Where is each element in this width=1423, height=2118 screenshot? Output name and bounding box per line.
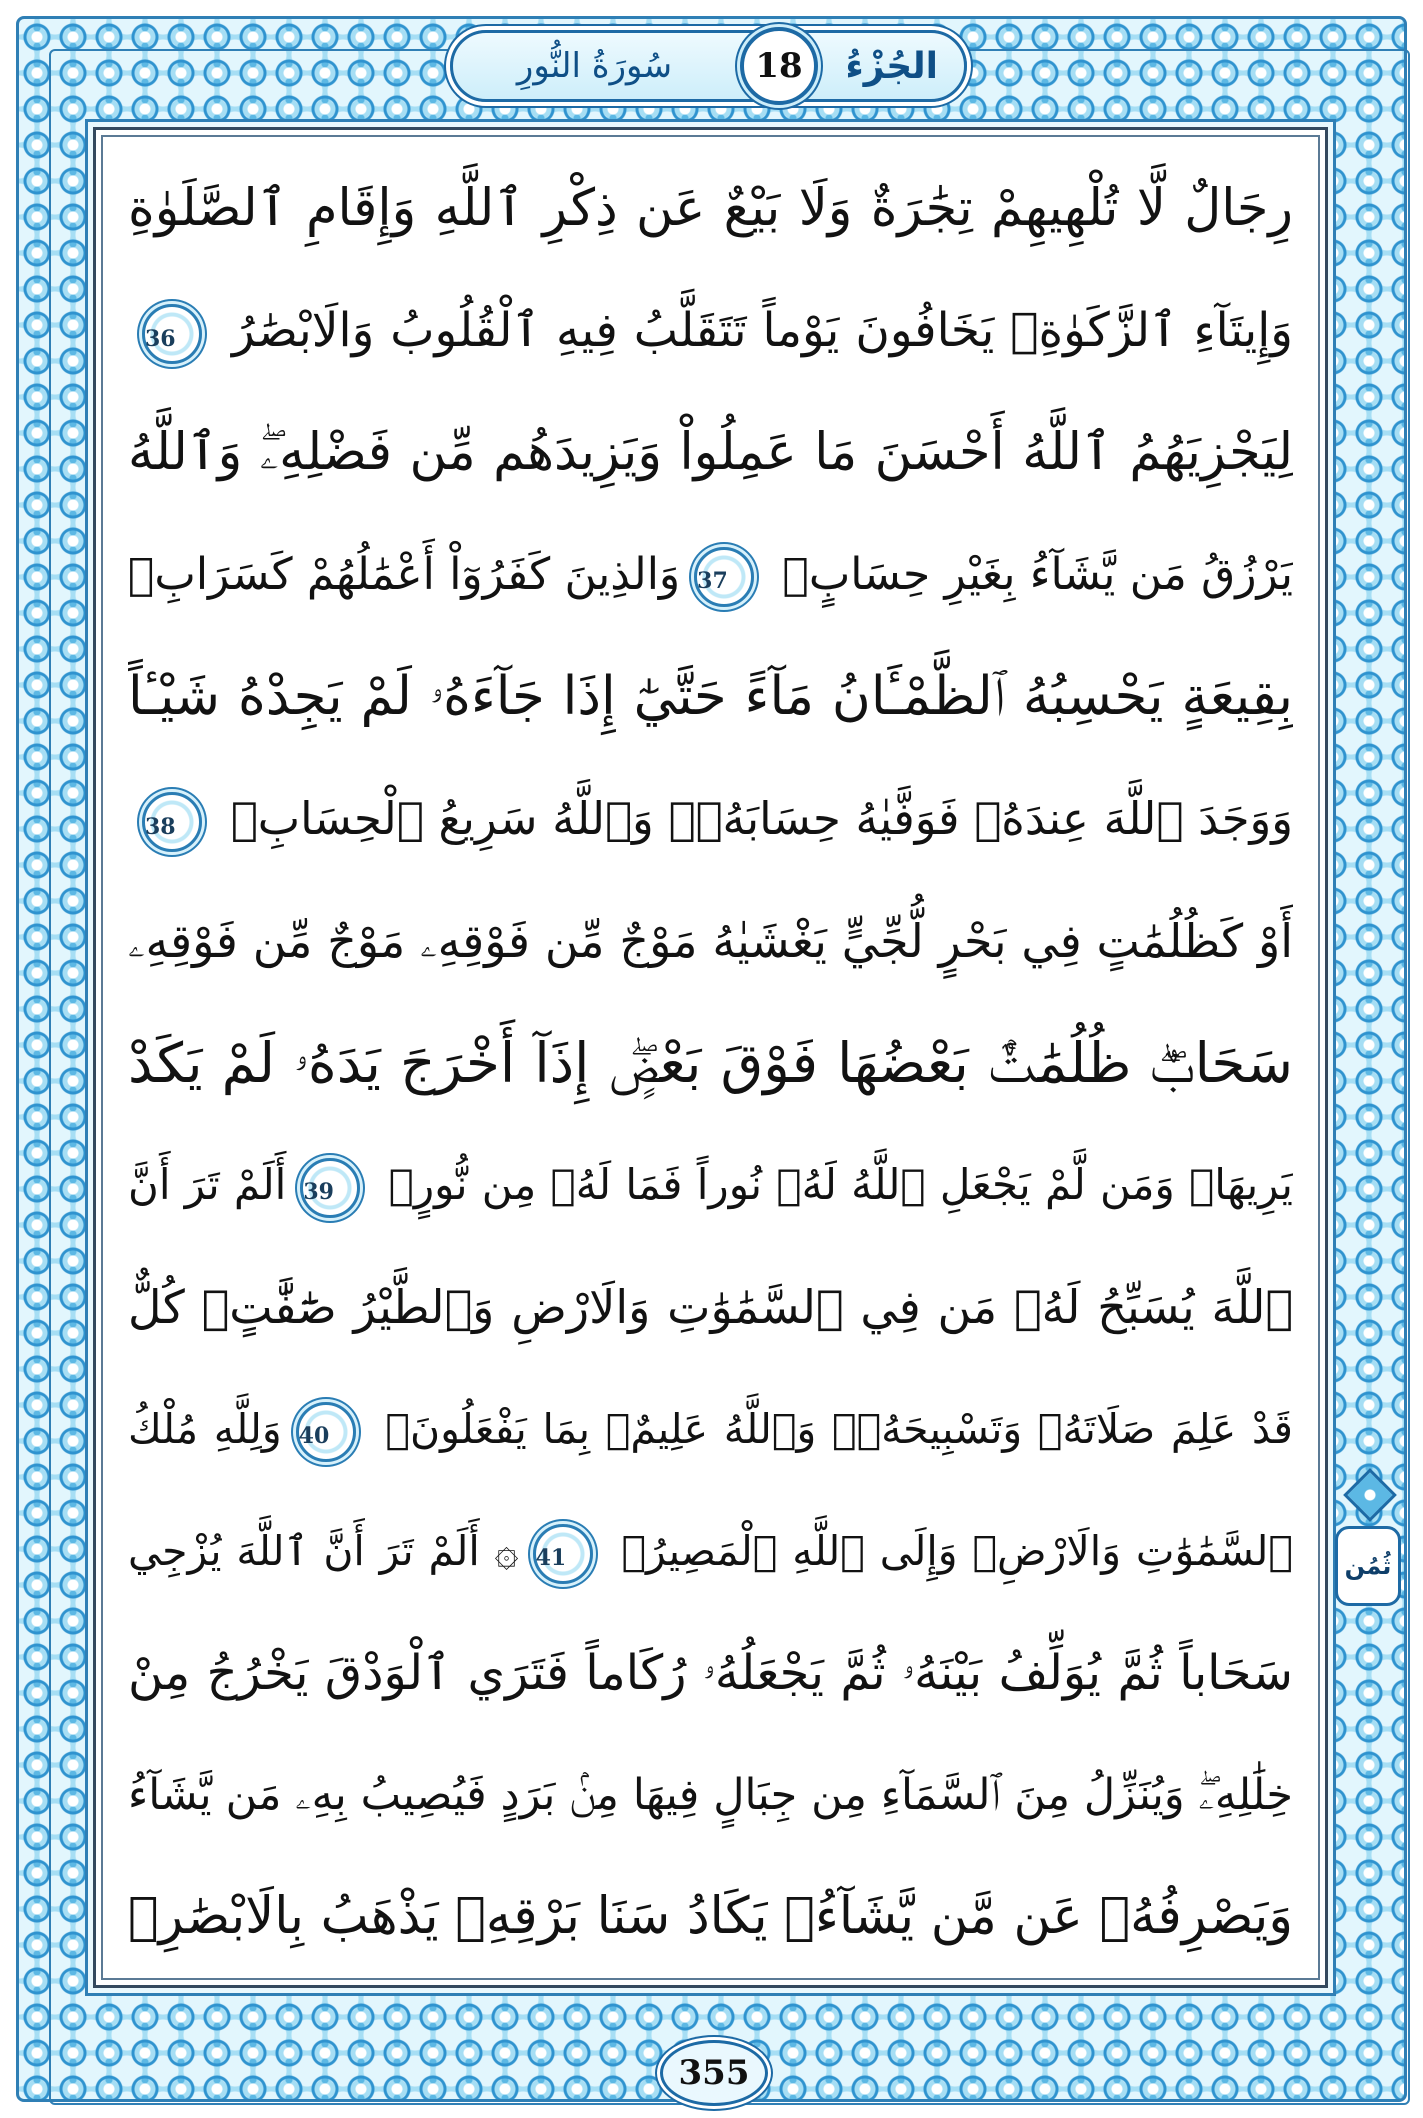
ayah-number-marker xyxy=(142,792,202,852)
ayah-text: وَالذِينَ كَفَرُوٓاْ أَعْمَٰلُهُمْ كَسَرَابِۢ xyxy=(128,549,681,600)
text-line xyxy=(128,1368,1293,1490)
hizb-marker-box xyxy=(1335,1526,1401,1606)
ayah-number: 41 xyxy=(535,1545,567,1571)
ayah-text: ۞ أَلَمْ تَرَ أَنَّ ٱللَّهَ يُزْجِي xyxy=(128,1527,519,1575)
ayah-text: خِلَٰلِهِۦۖ وَيُنَزِّلُ مِنَ ٱلسَّمَآءِ مِن جِبَالٍ فِيهَا مِنۢ بَرَدٍ فَيُصِيبُ بِهِۦ مَن يَّشَآءُ xyxy=(128,1770,1293,1820)
ayah-text: بِقِيعَةٍ يَحْسِبُهُ ٱلظَّمْـَٔانُ مَآءً حَتَّيٰٓ إِذَا جَآءَهُۥ لَمْ يَجِدْهُ شَيْـٔاً xyxy=(128,666,1293,727)
ayah-text: يَرْزُقُ مَن يَّشَآءُ بِغَيْرِ حِسَابٍۖ xyxy=(782,549,1293,600)
text-line xyxy=(128,636,1293,758)
ayah-text: وَلِلَّهِ مُلْكُ xyxy=(128,1405,282,1453)
ayah-number-marker xyxy=(142,304,202,364)
page-number: 355 xyxy=(678,2053,750,2093)
quran-text-body xyxy=(128,148,1293,1978)
text-line xyxy=(128,880,1293,1002)
ayah-number-marker xyxy=(694,547,754,607)
juz-label: الجُزْءُ xyxy=(845,45,938,87)
hizb-eighth-marker xyxy=(1333,1470,1401,1610)
text-line xyxy=(128,148,1293,270)
ayah-number-marker xyxy=(533,1524,593,1584)
ayah-text: وَيَصْرِفُهُۥ عَن مَّن يَّشَآءُۖ يَكَادُ سَنَا بَرْقِهِۦ يَذْهَبُ بِالَابْصَٰرِۖ xyxy=(128,1887,1293,1946)
ayah-number: 36 xyxy=(145,325,176,352)
text-line xyxy=(128,1856,1293,1978)
text-line xyxy=(128,1002,1293,1124)
text-line xyxy=(128,514,1293,636)
juz-number: 18 xyxy=(755,46,803,86)
ayah-text: يَرِيهَاۖ وَمَن لَّمْ يَجْعَلِ ٱللَّهُ لَهُۥ نُوراً فَمَا لَهُۥ مِن نُّورٍۖ xyxy=(388,1160,1293,1209)
ayah-number: 38 xyxy=(145,814,176,840)
text-line xyxy=(128,1490,1293,1612)
text-line xyxy=(128,392,1293,514)
text-line xyxy=(128,1734,1293,1856)
page-number-oval xyxy=(660,2040,768,2106)
ayah-text: لِيَجْزِيَهُمُ ٱللَّهُ أَحْسَنَ مَا عَمِلُواْ وَيَزِيدَهُم مِّن فَضْلِهِۦۖ وَٱللَّهُ xyxy=(128,423,1293,482)
ayah-text: سَحَابٌۖ ظُلُمَٰتٌۢ بَعْضُهَا فَوْقَ بَعْضٍۖ إِذَآ أَخْرَجَ يَدَهُۥ لَمْ يَكَدْ xyxy=(128,1031,1293,1095)
ayah-text: وَوَجَدَ ٱللَّهَ عِندَهُۥ فَوَفَّيٰهُ حِسَابَهُۥۖ وَٱللَّهُ سَرِيعُ ٱلْحِسَابِۖ xyxy=(230,792,1293,845)
ayah-number: 37 xyxy=(697,568,728,594)
text-line xyxy=(128,1246,1293,1368)
ayah-text: رِجَالٌ لَّا تُلْهِيهِمْ تِجَٰرَةٌ وَلَا بَيْعٌ عَن ذِكْرِ ٱللَّهِ وَإِقَامِ ٱلصَّلَوٰةِ xyxy=(128,179,1293,238)
ayah-text: سَحَاباً ثُمَّ يُوَلِّفُ بَيْنَهُۥ ثُمَّ يَجْعَلُهُۥ رُكَاماً فَتَرَي ٱلْوَدْقَ يَخْرُجُ مِنْ xyxy=(128,1645,1293,1701)
text-line xyxy=(128,270,1293,392)
text-line xyxy=(128,758,1293,880)
ayah-text: قَدْ عَلِمَ صَلَاتَهُۥ وَتَسْبِيحَهُۥۖ وَٱللَّهُ عَلِيمٌۢ بِمَا يَفْعَلُونَۖ xyxy=(385,1405,1293,1453)
text-line xyxy=(128,1612,1293,1734)
surah-name: سُورَةُ النُّورِ xyxy=(516,46,673,86)
diamond-ornament-icon xyxy=(1343,1468,1397,1522)
header-cartouche xyxy=(450,30,967,102)
hizb-marker-label: ثُمُن xyxy=(1344,1552,1392,1580)
text-line xyxy=(128,1124,1293,1246)
ayah-text: ٱلسَّمَٰوَٰتِ وَالَارْضِۖ وَإِلَى ٱللَّهِ ٱلْمَصِيرُۖ xyxy=(621,1527,1293,1575)
text-frame xyxy=(93,127,1328,1988)
ayah-number: 40 xyxy=(298,1423,330,1449)
ayah-text: وَإِيتَآءِ ٱلزَّكَوٰةِۖ يَخَافُونَ يَوْماً تَتَقَلَّبُ فِيهِ ٱلْقُلُوبُ وَالَابْصَٰرُ xyxy=(231,303,1293,358)
ayah-text: أَوْ كَظُلُمَٰتٍ فِي بَحْرٍ لُّجِّيٍّ يَغْشَيٰهُ مَوْجٌ مِّن فَوْقِهِۦ مَوْجٌ مِّن فَوْقِهِۦ xyxy=(128,914,1293,968)
ayah-number-marker xyxy=(300,1158,360,1218)
juz-number-badge xyxy=(740,27,818,105)
ayah-number-marker xyxy=(296,1402,356,1462)
ayah-number: 39 xyxy=(303,1178,334,1205)
ayah-text: ٱللَّهَ يُسَبِّحُ لَهُۥ مَن فِي ٱلسَّمَٰوَٰتِ وَالَارْضِ وَٱلطَّيْرُ صَٰٓفَّٰتٍۖ كُلٌّ xyxy=(128,1280,1293,1334)
ayah-text: أَلَمْ تَرَ أَنَّ xyxy=(128,1160,287,1209)
